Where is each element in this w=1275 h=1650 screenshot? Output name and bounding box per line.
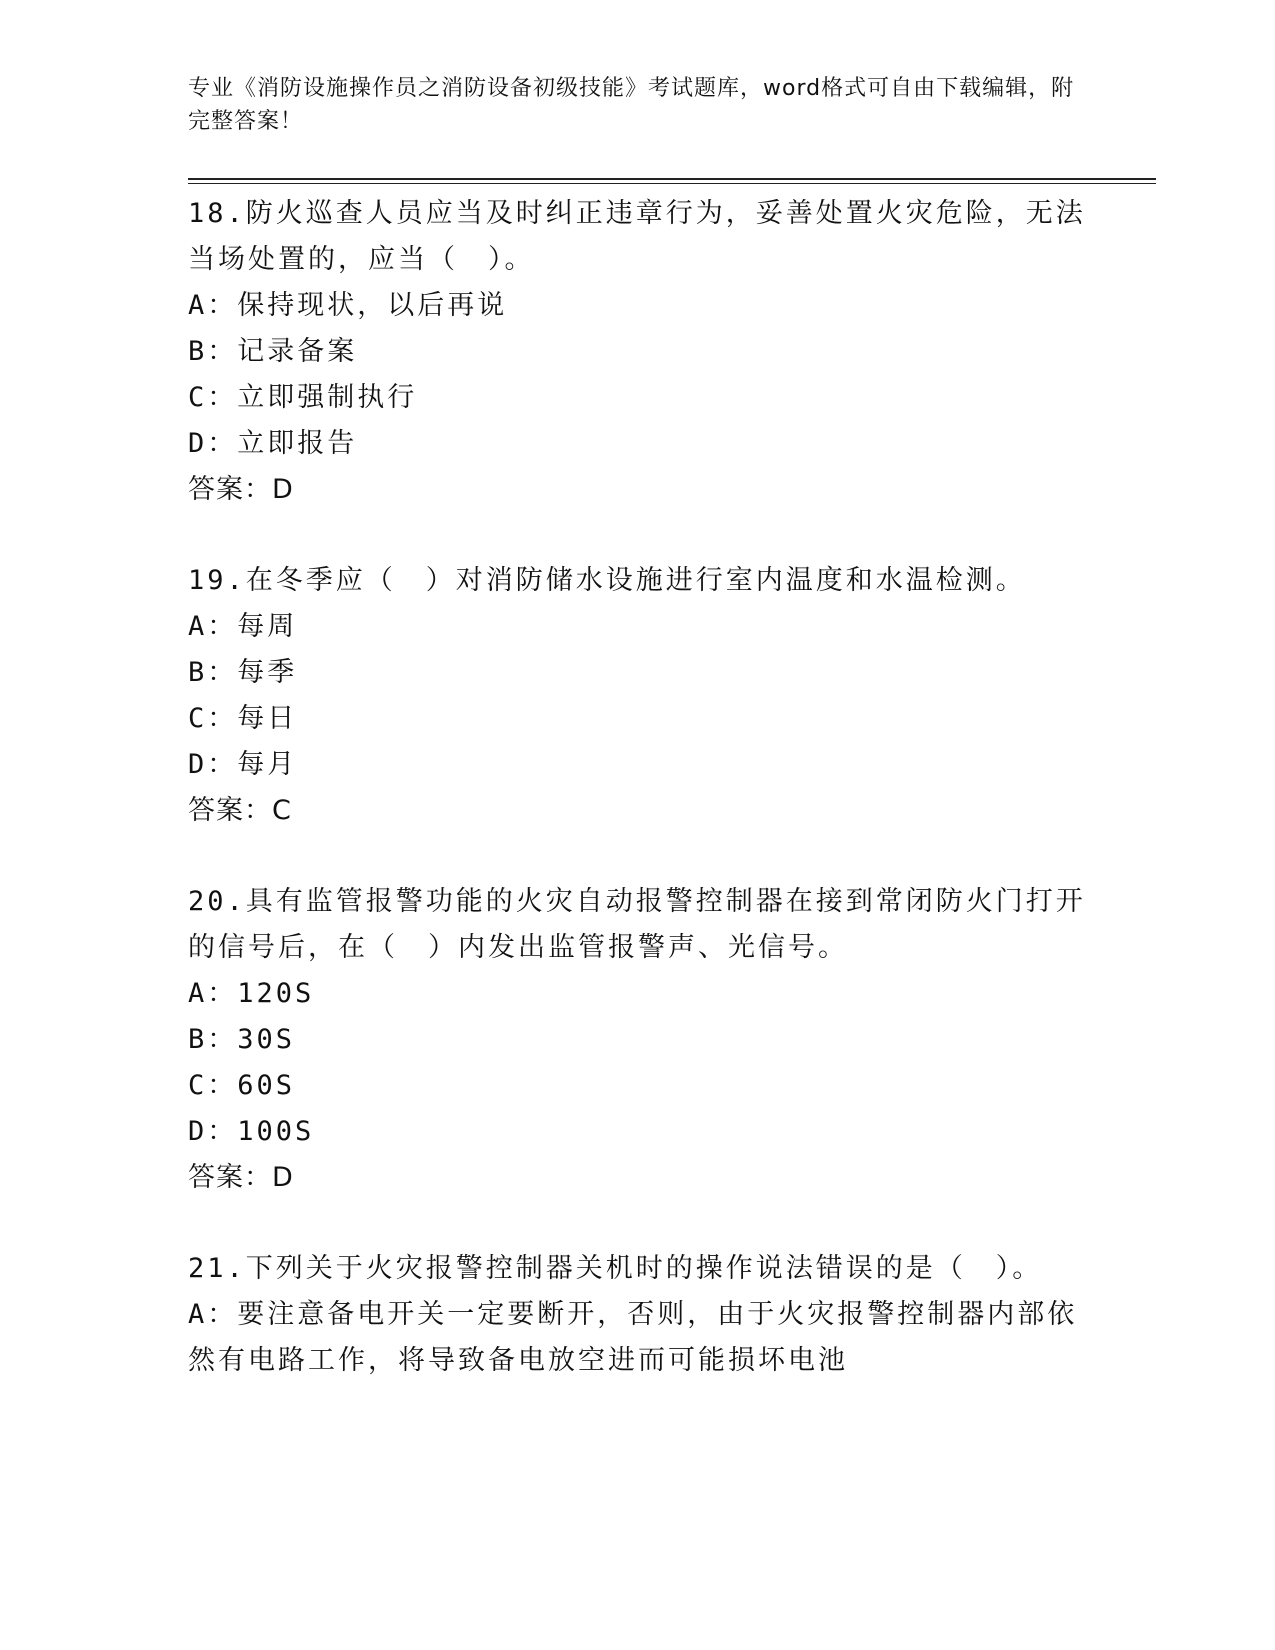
option-c: C：每日 bbox=[188, 703, 298, 734]
option-c: C：立即强制执行 bbox=[188, 382, 418, 413]
option-c: C：60S bbox=[188, 1070, 296, 1101]
option-a: A：每周 bbox=[188, 611, 298, 642]
question-stem: 21.下列关于火灾报警控制器关机时的操作说法错误的是（ ）。 bbox=[188, 1253, 1043, 1284]
question-list bbox=[188, 191, 1088, 1429]
document-header: 专业《消防设施操作员之消防设备初级技能》考试题库，word格式可自由下载编辑，附完整答案！ bbox=[188, 76, 1075, 134]
question-18 bbox=[188, 191, 1088, 513]
option-a: A：120S bbox=[188, 978, 315, 1009]
question-stem: 19.在冬季应（ ）对消防储水设施进行室内温度和水温检测。 bbox=[188, 565, 1026, 596]
option-d: D：立即报告 bbox=[188, 428, 358, 459]
option-d: D：每月 bbox=[188, 749, 298, 780]
question-19 bbox=[188, 558, 1088, 834]
answer: 答案：D bbox=[188, 1162, 294, 1193]
header-divider-thin bbox=[188, 183, 1156, 184]
header-divider bbox=[188, 178, 1156, 180]
question-stem: 18.防火巡查人员应当及时纠正违章行为，妥善处置火灾危险，无法当场处置的，应当（ ）。 bbox=[188, 198, 1086, 275]
question-stem: 20.具有监管报警功能的火灾自动报警控制器在接到常闭防火门打开的信号后，在（ ）内发出监管报警声、光信号。 bbox=[188, 886, 1086, 963]
answer: 答案：D bbox=[188, 474, 294, 505]
question-21 bbox=[188, 1246, 1088, 1384]
option-b: B：记录备案 bbox=[188, 336, 358, 367]
option-b: B：30S bbox=[188, 1024, 296, 1055]
option-a: A：要注意备电开关一定要断开，否则，由于火灾报警控制器内部依然有电路工作，将导致备电放空进而可能损坏电池 bbox=[188, 1299, 1078, 1376]
option-a: A：保持现状，以后再说 bbox=[188, 290, 508, 321]
question-20 bbox=[188, 879, 1088, 1201]
answer: 答案：C bbox=[188, 795, 292, 826]
option-d: D：100S bbox=[188, 1116, 315, 1147]
option-b: B：每季 bbox=[188, 657, 298, 688]
